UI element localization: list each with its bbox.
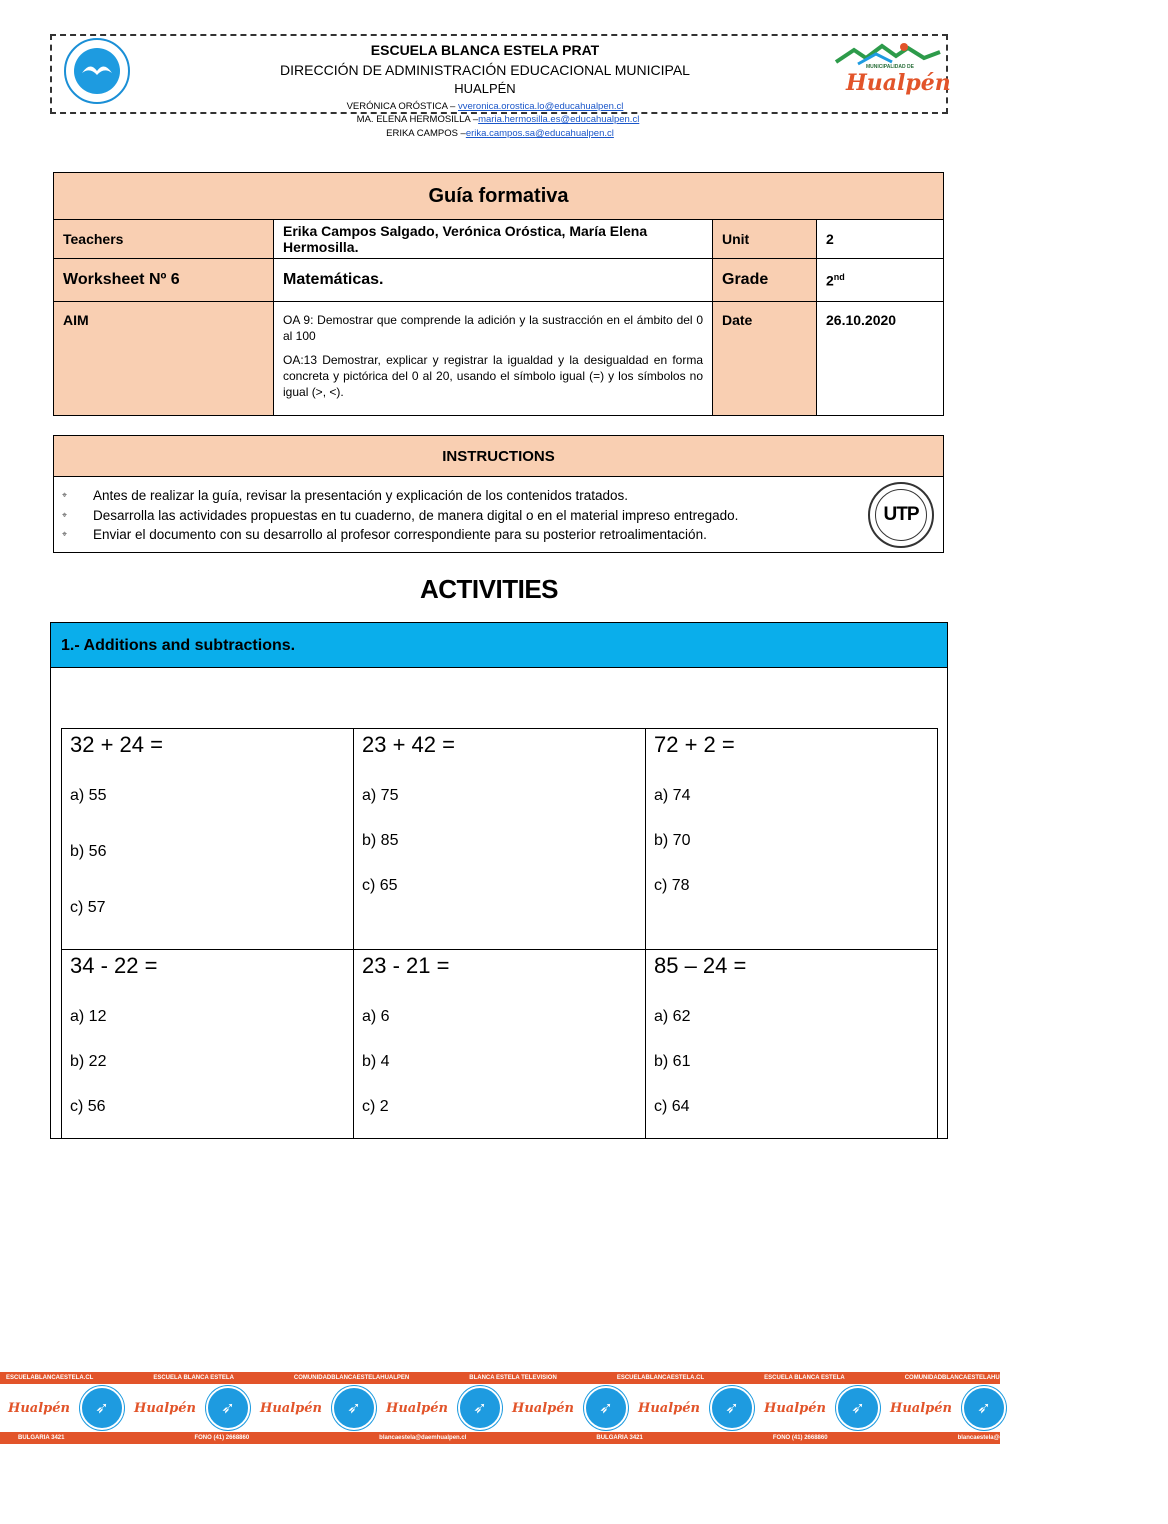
banner-top-item: BLANCA ESTELA TELEVISION	[469, 1375, 557, 1381]
utp-stamp-icon	[868, 482, 934, 548]
worksheet-title: Guía formativa	[54, 173, 944, 220]
answer-option[interactable]: c) 2	[362, 1098, 389, 1115]
unit-value: 2	[817, 220, 944, 259]
aim-objective-1: OA 9: Demostrar que comprende la adición y la sustracción en el ámbito del 0 al 100	[283, 313, 703, 343]
teachers-label: Teachers	[54, 220, 274, 259]
banner-bottom-strip	[0, 1432, 1045, 1444]
instructions-list	[54, 477, 943, 545]
muni-logo-small: Hualpén	[8, 1400, 70, 1416]
exercise-expression: 23 - 21 =	[362, 953, 450, 978]
grade-suffix: nd	[833, 271, 845, 282]
banner-bottom-item: BULGARIA 3421	[596, 1435, 643, 1441]
list-item	[62, 525, 943, 545]
answer-option[interactable]: b) 70	[654, 832, 691, 849]
banner-top-strip	[0, 1372, 1168, 1384]
school-logo-small: ➶	[206, 1386, 250, 1430]
banner-top-item: ESCUELA BLANCA ESTELA	[764, 1375, 845, 1381]
contact-line	[250, 128, 750, 139]
banner-bottom-item: blancaestela@daemhualpen.cl	[957, 1435, 1045, 1441]
date-label: Date	[713, 302, 817, 416]
answer-option[interactable]: a) 75	[362, 787, 399, 804]
banner-top-item: BLANCA ESTELA TELEVISION	[1080, 1375, 1168, 1381]
exercise-cell	[646, 950, 938, 1139]
exercise-expression: 34 - 22 =	[70, 953, 158, 978]
school-logo	[64, 38, 130, 104]
answer-option[interactable]: c) 78	[654, 877, 690, 894]
banner-bottom-item: FONO (41) 2668860	[772, 1435, 828, 1441]
teachers-value: Erika Campos Salgado, Verónica Oróstica, María Elena Hermosilla.	[274, 220, 713, 259]
grade-label: Grade	[713, 259, 817, 302]
answer-option[interactable]: b) 56	[70, 843, 107, 860]
aim-value	[274, 302, 713, 416]
subject-value: Matemáticas.	[274, 259, 713, 302]
muni-logo-small: Hualpén	[386, 1400, 448, 1416]
exercise-cell	[646, 729, 938, 950]
muni-logo-small: Hualpén	[134, 1400, 196, 1416]
exercise-cell	[62, 729, 354, 950]
worksheet-info-table	[53, 172, 944, 416]
date-value: 26.10.2020	[817, 302, 944, 416]
bullet-icon: ⌖	[62, 529, 68, 540]
answer-option[interactable]: b) 4	[362, 1053, 390, 1070]
mountains-icon	[836, 42, 940, 66]
answer-option[interactable]: a) 74	[654, 787, 691, 804]
exercise-expression: 32 + 24 =	[70, 732, 163, 757]
direction-name: DIRECCIÓN DE ADMINISTRACIÓN EDUCACIONAL MUNICIPAL	[280, 62, 690, 78]
grade-value	[817, 259, 944, 302]
aim-objective-2: OA:13 Demostrar, explicar y registrar la igualdad y la desigualdad en forma concreta y pictórica del 0 al 20, usando el símbolo igual (=) y los símbolos no igual (>, <).	[283, 353, 703, 399]
answer-option[interactable]: c) 57	[70, 899, 106, 916]
municipality-logo	[836, 42, 951, 104]
exercise-expression: 23 + 42 =	[362, 732, 455, 757]
list-item	[62, 506, 943, 526]
contact-name: ERIKA CAMPOS –	[386, 128, 466, 139]
instruction-text: Antes de realizar la guía, revisar la presentación y explicación de los contenidos tratados.	[93, 488, 629, 504]
exercise-cell	[62, 950, 354, 1139]
contact-email-link[interactable]: vveronica.orostica.lo@educahualpen.cl	[457, 101, 624, 112]
unit-label: Unit	[713, 220, 817, 259]
contact-name: VERÓNICA ORÓSTICA –	[346, 101, 458, 112]
school-logo-small: ➶	[80, 1386, 124, 1430]
exercise-expression: 72 + 2 =	[654, 732, 735, 757]
utp-stamp-text: UTP	[875, 489, 927, 541]
seagull-icon	[74, 48, 120, 94]
city-name: HUALPÉN	[454, 81, 516, 96]
banner-bottom-item: FONO (41) 2668860	[194, 1435, 250, 1441]
instructions-title: INSTRUCTIONS	[54, 436, 943, 477]
contact-name: MA. ELENA HERMOSILLA –	[356, 114, 479, 125]
answer-option[interactable]: c) 65	[362, 877, 398, 894]
answer-option[interactable]: b) 22	[70, 1053, 107, 1070]
grade-number: 2	[826, 272, 834, 289]
exercise-cell	[354, 729, 646, 950]
bullet-icon: ⌖	[62, 490, 68, 501]
answer-option[interactable]: b) 85	[362, 832, 399, 849]
school-logo-small: ➶	[836, 1386, 880, 1430]
contact-email-link[interactable]: maria.hermosilla.es@educahualpen.cl	[478, 114, 640, 125]
footer-banner	[0, 1372, 1168, 1444]
exercises-table	[61, 728, 938, 1139]
banner-bottom-item: blancaestela@daemhualpen.cl	[379, 1435, 467, 1441]
school-logo-small: ➶	[332, 1386, 376, 1430]
muni-logo-small-text: MUNICIPALIDAD DE	[866, 64, 914, 70]
banner-top-item: COMUNIDADBLANCAESTELAHUALPEN	[904, 1375, 1021, 1381]
activity-section	[50, 622, 948, 1139]
answer-option[interactable]: a) 12	[70, 1008, 107, 1025]
exercise-expression: 85 – 24 =	[654, 953, 747, 978]
answer-option[interactable]: b) 61	[654, 1053, 691, 1070]
school-logo-small: ➶	[584, 1386, 628, 1430]
worksheet-label: Worksheet Nº 6	[54, 259, 274, 302]
instruction-text: Enviar el documento con su desarrollo al profesor correspondiente para su posterior retroalimentación.	[93, 527, 707, 543]
banner-top-item: ESCUELABLANCAESTELA.CL	[6, 1375, 94, 1381]
banner-top-item: ESCUELA BLANCA ESTELA	[153, 1375, 234, 1381]
muni-logo-small: Hualpén	[512, 1400, 574, 1416]
school-logo-small: ➶	[710, 1386, 754, 1430]
muni-logo-word: Hualpén	[846, 70, 951, 96]
answer-option[interactable]: c) 56	[70, 1098, 106, 1115]
activity-section-title: 1.- Additions and subtractions.	[51, 623, 947, 668]
school-logo-small: ➶	[962, 1386, 1006, 1430]
banner-bottom-item: BULGARIA 3421	[18, 1435, 65, 1441]
contact-line	[235, 101, 735, 112]
instruction-text: Desarrolla las actividades propuestas en tu cuaderno, de manera digital o en el material impreso entregado.	[93, 507, 739, 523]
banner-logo-strip	[0, 1384, 1000, 1432]
school-name: ESCUELA BLANCA ESTELA PRAT	[370, 42, 600, 58]
aim-label: AIM	[54, 302, 274, 416]
activities-title: ACTIVITIES	[419, 574, 558, 604]
list-item	[62, 486, 943, 506]
muni-logo-small: Hualpén	[890, 1400, 952, 1416]
contact-line	[248, 114, 748, 125]
answer-option[interactable]: a) 6	[362, 1008, 390, 1025]
muni-logo-small: Hualpén	[260, 1400, 322, 1416]
answer-option[interactable]: a) 55	[70, 787, 107, 804]
answer-option[interactable]: c) 64	[654, 1098, 690, 1115]
exercise-cell	[354, 950, 646, 1139]
muni-logo-small: Hualpén	[638, 1400, 700, 1416]
bullet-icon: ⌖	[62, 509, 68, 520]
muni-logo-small: Hualpén	[764, 1400, 826, 1416]
answer-option[interactable]: a) 62	[654, 1008, 691, 1025]
banner-top-item: COMUNIDADBLANCAESTELAHUALPEN	[293, 1375, 410, 1381]
contact-email-link[interactable]: erika.campos.sa@educahualpen.cl	[465, 128, 614, 139]
instructions-box	[53, 435, 944, 553]
school-logo-small: ➶	[458, 1386, 502, 1430]
banner-top-item: ESCUELABLANCAESTELA.CL	[616, 1375, 705, 1381]
